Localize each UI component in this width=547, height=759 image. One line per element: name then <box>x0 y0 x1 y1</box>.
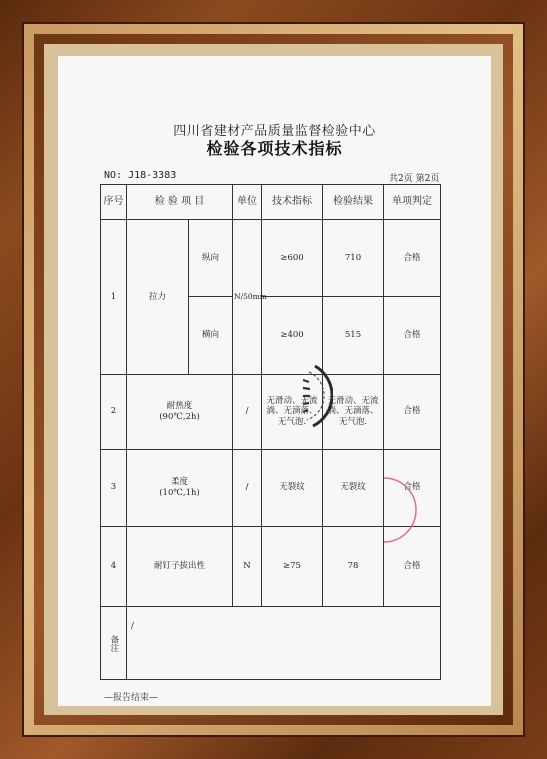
row1-item: 拉力 <box>127 220 189 374</box>
document-number: NO: J18-3383 <box>104 170 177 181</box>
row2-item: 耐热度 <box>166 400 193 411</box>
header-unit: 单位 <box>233 185 262 220</box>
row3-item: 柔度 <box>171 476 189 487</box>
org-title: 四川省建材产品质量监督检验中心 <box>173 124 376 139</box>
red-seal-stamp <box>380 476 420 546</box>
row4-unit: N <box>233 526 262 606</box>
row3-result: 无裂纹 <box>323 449 384 526</box>
header-judge: 单项判定 <box>384 185 441 220</box>
row4-spec: ≥75 <box>262 526 323 606</box>
remarks-row <box>101 607 441 680</box>
row3-cond: (10℃,1h) <box>159 487 200 498</box>
row2-unit: / <box>233 374 262 449</box>
row1-sub1-spec: ≥600 <box>262 220 323 297</box>
row4-result: 78 <box>323 526 384 606</box>
header-spec: 技术指标 <box>262 185 323 220</box>
row1-sub1-label: 纵向 <box>189 220 233 297</box>
row4-judge: 合格 <box>384 526 441 606</box>
row2-judge: 合格 <box>384 374 441 449</box>
row2-item-cell <box>127 374 233 449</box>
inspection-seal-stamp <box>253 356 333 436</box>
row4-item: 耐钉子拔出性 <box>127 526 233 606</box>
row1-unit: N/50mm <box>233 220 262 374</box>
remarks-value: / <box>127 607 441 680</box>
row2-spec: 无滑动、无流淌、无滴落、无气泡. <box>262 374 323 449</box>
row3-unit: / <box>233 449 262 526</box>
table-row <box>101 220 441 297</box>
row2-no: 2 <box>101 374 127 449</box>
row4-no: 4 <box>101 526 127 606</box>
page-info: 共2页 第2页 <box>389 174 440 184</box>
row3-item-cell <box>127 449 233 526</box>
certificate-paper <box>58 56 491 706</box>
row1-sub2-judge: 合格 <box>384 297 441 374</box>
row1-sub1-judge: 合格 <box>384 220 441 297</box>
row1-sub2-spec: ≥400 <box>262 297 323 374</box>
header-row <box>101 185 441 220</box>
remarks-label: 备注 <box>101 607 127 680</box>
row3-no: 3 <box>101 449 127 526</box>
row3-spec: 无裂纹 <box>262 449 323 526</box>
row1-sub1-result: 710 <box>323 220 384 297</box>
row1-sub2-result: 515 <box>323 297 384 374</box>
row2-cond: (90℃,2h) <box>159 411 200 422</box>
row1-no: 1 <box>101 220 127 374</box>
row1-sub2-label: 横向 <box>189 297 233 374</box>
header-no: 序号 <box>101 185 127 220</box>
header-result: 检验结果 <box>323 185 384 220</box>
row3-judge: 合格 <box>384 449 441 526</box>
row2-result: 无滑动、无流淌、无滴落、无气泡. <box>323 374 384 449</box>
header-item: 检 验 项 目 <box>127 185 233 220</box>
report-end: —报告结束— <box>104 693 159 703</box>
page-title: 检验各项技术指标 <box>206 139 343 158</box>
